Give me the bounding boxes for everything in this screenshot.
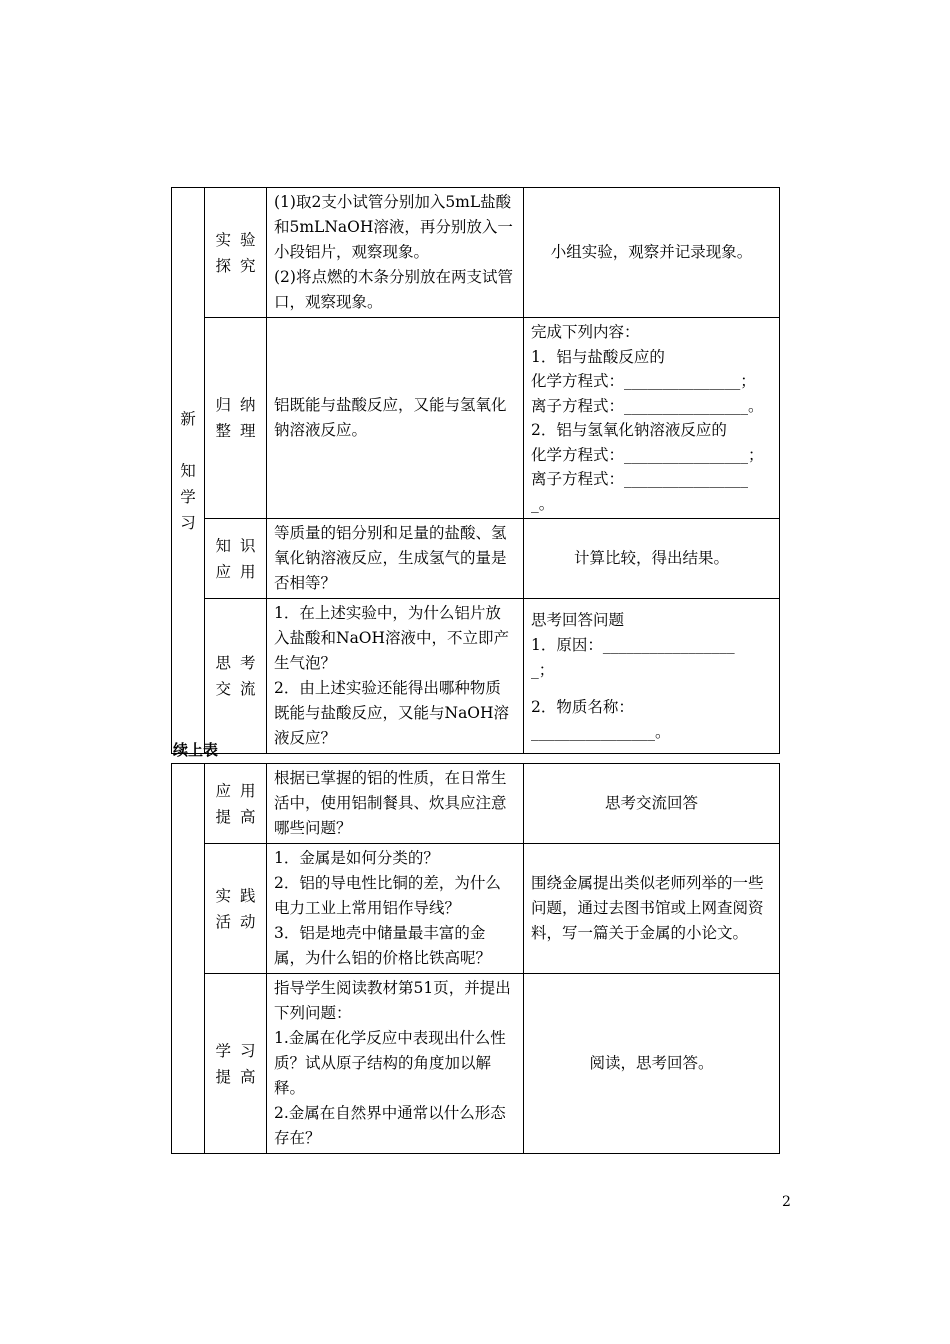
lesson-table-1 — [171, 187, 780, 754]
activity-cell — [267, 974, 524, 1154]
table-row — [172, 974, 780, 1154]
activity-text: 1．金属是如何分类的？ — [274, 849, 439, 867]
student-text: 思考回答问题 — [531, 610, 625, 629]
student-text: 1．铝与盐酸反应的 — [531, 347, 665, 366]
section-label-bottom: 知学习 — [180, 461, 196, 532]
stage-cell — [205, 764, 267, 844]
student-text: 化学方程式：_______________； — [531, 372, 756, 390]
student-text — [531, 683, 772, 695]
stage-label: 知识应用 — [215, 536, 256, 581]
student-text: 化学方程式：________________； — [531, 445, 764, 464]
table-row — [172, 519, 780, 599]
activity-text: (1)取2支小试管分别加入5mL盐酸和5mLNaOH溶液，再分别放入一小段铝片，观察现象。 — [274, 193, 513, 261]
student-text: 思考交流回答 — [604, 794, 698, 812]
student-text: 计算比较，得出结果。 — [573, 549, 729, 567]
activity-text: 1．在上述实验中，为什么铝片放入盐酸和NaOH溶液中，不立即产生气泡？ — [274, 604, 510, 672]
stage-label: 思考交流 — [215, 654, 256, 698]
table-continued-caption: 续上表 — [173, 741, 219, 759]
stage-label: 实践活动 — [215, 886, 256, 931]
student-text: 离子方程式：________________。 — [531, 396, 764, 415]
activity-text: (2)将点燃的木条分别放在两支试管口，观察现象。 — [274, 268, 513, 311]
activity-text: 等质量的铝分别和足量的盐酸、氢氧化钠溶液反应，生成氢气的量是否相等？ — [274, 524, 507, 592]
activity-text: 2．铝的导电性比铜的差，为什么电力工业上常用铝作导线？ — [274, 874, 501, 917]
table-row — [172, 599, 780, 754]
stage-cell — [205, 844, 267, 974]
activity-text: 1.金属在化学反应中表现出什么性质？试从原子结构的角度加以解释。 — [274, 1029, 506, 1097]
student-cell — [524, 764, 780, 844]
activity-cell — [267, 599, 524, 754]
student-text: 完成下列内容： — [531, 323, 640, 341]
activity-cell — [267, 318, 524, 519]
table-row — [172, 318, 780, 519]
student-text: 2．物质名称：________________。 — [531, 697, 671, 741]
stage-cell — [205, 318, 267, 519]
student-text: 离子方程式：________________ — [531, 470, 749, 488]
activity-cell — [267, 844, 524, 974]
stage-cell — [205, 974, 267, 1154]
stage-label: 学习提高 — [215, 1041, 256, 1086]
section-label-cell — [172, 188, 205, 754]
student-text: _。 — [531, 494, 555, 513]
student-cell — [524, 318, 780, 519]
activity-text: 2．由上述实验还能得出哪种物质既能与盐酸反应，又能与NaOH溶液反应？ — [274, 679, 510, 747]
activity-cell — [267, 764, 524, 844]
section-label-cell — [172, 764, 205, 1154]
table-row — [172, 844, 780, 974]
activity-cell — [267, 188, 524, 318]
page-number: 2 — [782, 1194, 791, 1210]
stage-label: 归纳整理 — [215, 396, 256, 440]
activity-text: 根据已掌握的铝的性质，在日常生活中，使用铝制餐具、炊具应注意哪些问题？ — [274, 769, 507, 837]
student-cell — [524, 974, 780, 1154]
activity-text: 2.金属在自然界中通常以什么形态存在？ — [274, 1104, 506, 1147]
stage-cell — [205, 599, 267, 754]
student-cell — [524, 844, 780, 974]
student-text: 小组实验，观察并记录现象。 — [550, 243, 753, 261]
activity-text: 铝既能与盐酸反应，又能与氢氧化钠溶液反应。 — [274, 396, 507, 439]
student-cell — [524, 188, 780, 318]
section-label-top: 新 — [180, 409, 196, 428]
student-cell — [524, 519, 780, 599]
student-text: 阅读，思考回答。 — [589, 1054, 714, 1072]
stage-label: 应用提高 — [215, 781, 256, 826]
student-cell — [524, 599, 780, 754]
stage-cell — [205, 519, 267, 599]
stage-cell — [205, 188, 267, 318]
table-row — [172, 188, 780, 318]
lesson-table-2 — [171, 763, 780, 1154]
activity-cell — [267, 519, 524, 599]
activity-text: 3．铝是地壳中储量最丰富的金属，为什么铝的价格比铁高呢？ — [274, 924, 492, 967]
student-text: 围绕金属提出类似老师列举的一些问题，通过去图书馆或上网查阅资料，写一篇关于金属的小论文。 — [531, 874, 764, 942]
stage-label: 实验探究 — [215, 230, 256, 275]
student-text: 2．铝与氢氧化钠溶液反应的 — [531, 421, 727, 439]
activity-text: 指导学生阅读教材第51页，并提出下列问题： — [274, 979, 511, 1022]
student-text: _； — [531, 660, 555, 679]
table-row — [172, 764, 780, 844]
student-text: 1．原因：_________________ — [531, 635, 735, 654]
